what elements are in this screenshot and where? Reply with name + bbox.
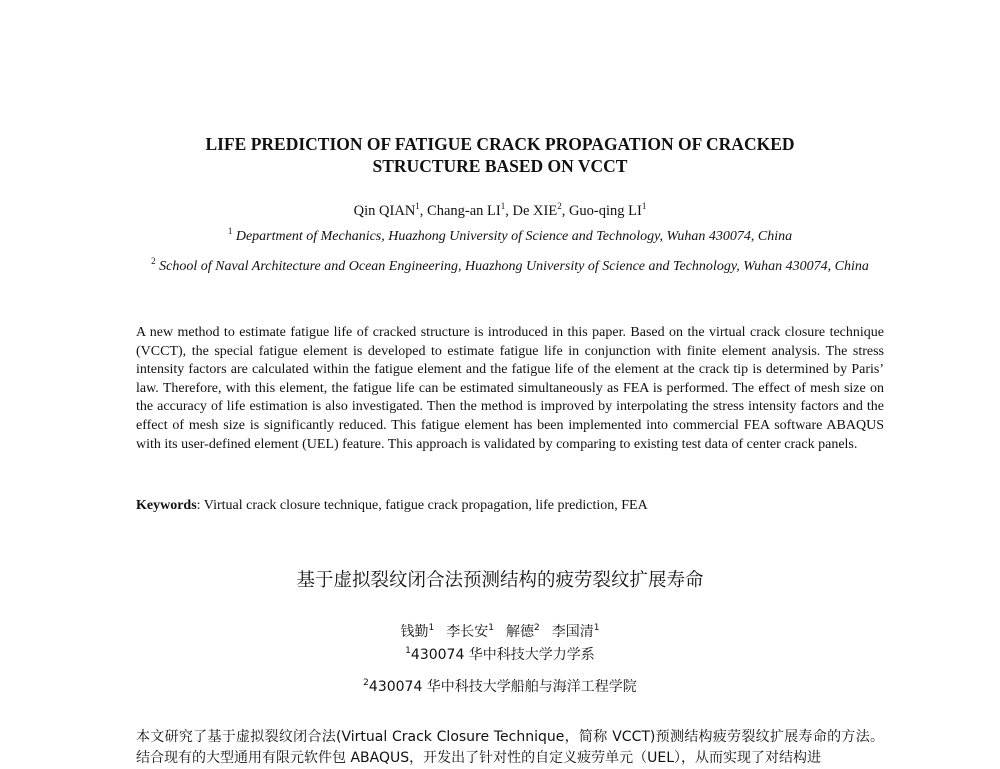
chinese-author-name: 解德 (506, 624, 534, 640)
chinese-author-list (0, 622, 1000, 642)
chinese-author-name: 李国清 (551, 624, 594, 640)
abstract-paragraph: A new method to estimate fatigue life of cracked structure is introduced in this paper. Based on the virtual crack closure technique (VCCT), the special fatigue element is developed to estimate fatigue life in conjunction with finite element analysis. The stress intensity factors are calculated within the fatigue element and the fatigue life of the element at the crack tip is determined by Paris’ law. Therefore, with this element, the fatigue life can be estimated simultaneously as FEA is performed. The effect of mesh size on the accuracy of life estimation is also investigated. Then the method is improved by interpolating the stress intensity factors and the effect of mesh size is significantly reduced. This fatigue element has been implemented into commercial FEA software ABAQUS with its user-defined element (UEL) feature. This approach is validated by comparing to existing test data of center crack panels. (136, 325, 884, 452)
keywords-line (136, 497, 884, 515)
chinese-author-mark: 1 (488, 623, 494, 633)
author-name: Guo-qing LI (568, 203, 642, 219)
chinese-affiliation-mark: 2 (363, 678, 369, 688)
chinese-affiliation-text: 430074 华中科技大学力学系 (410, 647, 595, 663)
author-affiliation-mark: 2 (557, 201, 562, 211)
chinese-author-mark: 1 (428, 623, 435, 633)
author-separator: , (561, 203, 569, 219)
paper-title (0, 133, 1000, 177)
author-affiliation-mark: 1 (415, 201, 420, 211)
author-separator: , (505, 203, 513, 219)
chinese-affiliation-text: 430074 华中科技大学船舶与海洋工程学院 (368, 679, 637, 695)
affiliation-text: School of Naval Architecture and Ocean Engineering, Huazhong University of Science and Technology, Wuhan 430074, China (159, 259, 869, 274)
paper-title-line-1: LIFE PREDICTION OF FATIGUE CRACK PROPAGATION OF CRACKED (205, 134, 795, 154)
chinese-affiliation-mark: 1 (405, 646, 411, 656)
keywords-text: : Virtual crack closure technique, fatigue crack propagation, life prediction, FEA (196, 498, 648, 513)
keywords-label: Keywords (136, 498, 197, 513)
affiliation-text: Department of Mechanics, Huazhong University of Science and Technology, Wuhan 430074, China (235, 229, 793, 244)
author-affiliation-mark: 1 (500, 201, 506, 211)
chinese-author-name: 李长安 (446, 624, 489, 640)
chinese-author-name: 钱勤 (400, 624, 429, 640)
author-name: De XIE (512, 203, 558, 219)
author-separator: , (419, 203, 428, 219)
author-name: Chang-an LI (427, 203, 501, 219)
chinese-title: 基于虚拟裂纹闭合法预测结构的疲劳裂纹扩展寿命 (296, 570, 704, 591)
affiliation-mark: 2 (151, 256, 156, 266)
author-list (0, 202, 1000, 220)
author-name: Qin QIAN (353, 203, 416, 219)
chinese-author-mark: 1 (593, 623, 600, 633)
affiliation-2 (130, 258, 890, 276)
paper-title-line-2: STRUCTURE BASED ON VCCT (372, 156, 628, 176)
chinese-abstract-paragraph: 本文研究了基于虚拟裂纹闭合法(Virtual Crack Closure Technique，简称 VCCT)预测结构疲劳裂纹扩展寿命的方法。结合现有的大型通用有限元软件包 ABAQUS，开发出了针对性的自定义疲劳单元（UEL），从而实现了对结构进 (136, 729, 884, 766)
author-affiliation-mark: 1 (641, 201, 647, 211)
affiliation-1 (130, 228, 890, 246)
chinese-author-mark: 2 (534, 623, 540, 633)
chinese-affiliation-2 (0, 677, 1000, 697)
affiliation-mark: 1 (227, 226, 233, 236)
chinese-affiliation-1 (0, 645, 1000, 665)
